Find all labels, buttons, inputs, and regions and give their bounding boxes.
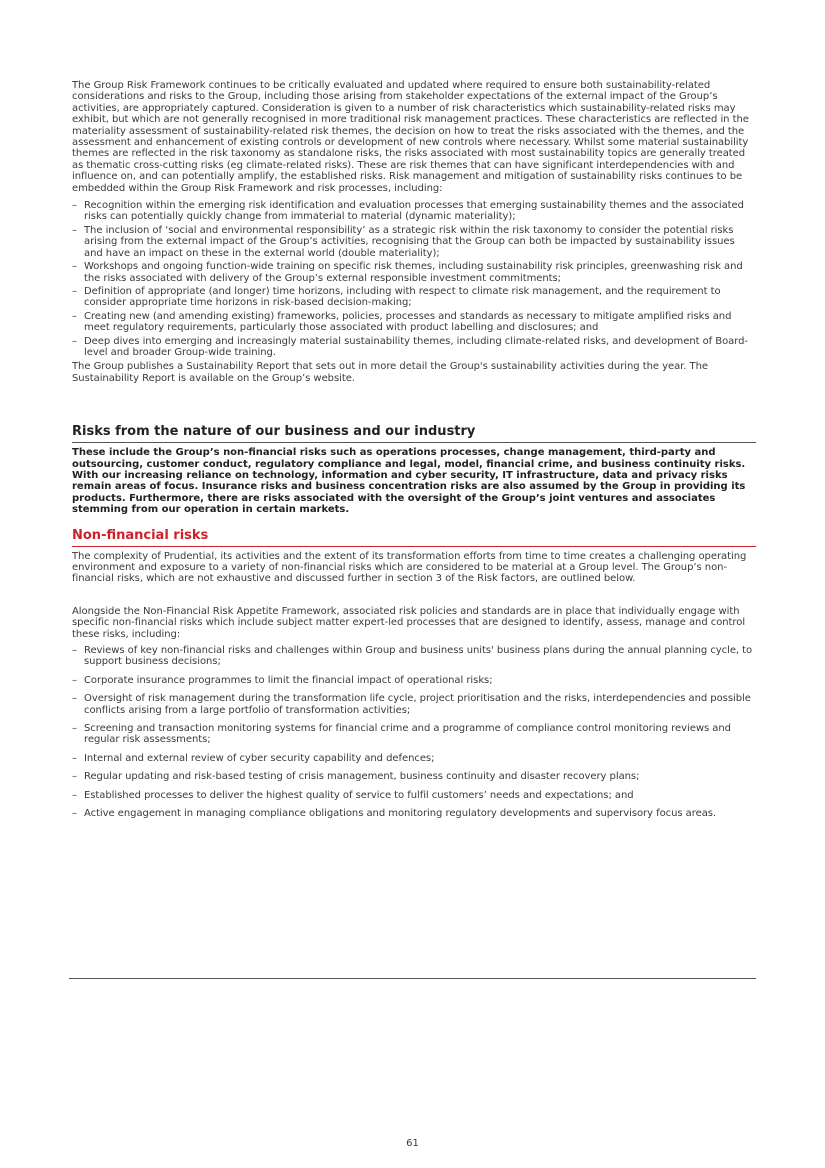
document-page xyxy=(72,80,756,827)
list-item: – Active engagement in managing compliance obligations and monitoring regulatory developments and supervisory focus areas. xyxy=(72,808,756,819)
list-item: – Creating new (and amending existing) frameworks, policies, processes and standards as necessary to mitigate amplified risks and meet regulatory requirements, particularly those associated with product labelling and disclosures; and xyxy=(72,311,756,334)
list-item: – Deep dives into emerging and increasingly material sustainability themes, including climate-related risks, and development of Board-level and broader Group-wide training. xyxy=(72,336,756,359)
list-item: – Reviews of key non-financial risks and challenges within Group and business units' business plans during the annual planning cycle, to support business decisions; xyxy=(72,645,756,668)
list-item: – Regular updating and risk-based testing of crisis management, business continuity and disaster recovery plans; xyxy=(72,771,756,782)
list-item: – Internal and external review of cyber security capability and defences; xyxy=(72,753,756,764)
list-item: – Definition of appropriate (and longer) time horizons, including with respect to climate risk management, and the requirement to consider appropriate time horizons in risk-based decision-making; xyxy=(72,286,756,309)
intro-paragraph: The Group Risk Framework continues to be critically evaluated and updated where required to ensure both sustainability-related considerations and risks to the Group, including those arising from stakeholder expectations of the external impact of the Group’s activities, are appropriately captured. Consideration is given to a number of risk characteristics which sustainability-related risks may exhibit, but which are not generally recognised in more traditional risk management practices. These characteristics are reflected in the materiality assessment of sustainability-related risk themes, the decision on how to treat the risks associated with the themes, and the assessment and enhancement of existing controls or development of new controls where necessary. Whilst some material sustainability themes are reflected in the risk taxonomy as standalone risks, the risks associated with most sustainability topics are generally treated as thematic cross-cutting risks (eg climate-related risks). These are risk themes that can have significant interdependencies with and influence on, and can potentially amplify, the established risks. Risk management and mitigation of sustainability risks continues to be embedded within the Group Risk Framework and risk processes, including: xyxy=(72,80,749,194)
nonfinancial-paragraph: The complexity of Prudential, its activities and the extent of its transformation efforts from time to time creates a challenging operating environment and exposure to a variety of non-financial risks which are considered to be material at a Group level. The Group’s non-financial risks, which are not exhaustive and discussed further in section 3 of the Risk factors, are outlined below. xyxy=(72,550,747,585)
list-item: – Workshops and ongoing function-wide training on specific risk themes, including sustainability risk principles, greenwashing risk and the risks associated with delivery of the Group’s external responsible investment commitments; xyxy=(72,261,756,284)
list-item: – The inclusion of ‘social and environmental responsibility’ as a strategic risk within the risk taxonomy to consider the potential risks arising from the external impact of the Group’s activities, recognising that the Group can both be impacted by sustainability issues and have an impact on these in the external world (double materiality); xyxy=(72,225,756,259)
page-number: 61 xyxy=(406,1138,419,1149)
section-end-divider xyxy=(69,978,756,979)
list-item: – Screening and transaction monitoring systems for financial crime and a programme of compliance control monitoring reviews and regular risk assessments; xyxy=(72,723,756,746)
subsection-heading: Non-financial risks xyxy=(72,528,756,547)
list-item: – Corporate insurance programmes to limit the financial impact of operational risks; xyxy=(72,675,756,686)
list-item: – Established processes to deliver the highest quality of service to fulfil customers’ needs and expectations; and xyxy=(72,790,756,801)
list-item: – Oversight of risk management during the transformation life cycle, project prioritisation and the risks, interdependencies and possible conflicts arising from a large portfolio of transformation activities; xyxy=(72,693,756,716)
sustainability-report-paragraph: The Group publishes a Sustainability Report that sets out in more detail the Group's sustainability activities during the year. The Sustainability Report is available on the Group’s website. xyxy=(72,361,708,384)
section-intro: These include the Group’s non-financial risks such as operations processes, change management, third-party and outsourcing, customer conduct, regulatory compliance and legal, model, financial crime, and business continuity risks. With our increasing reliance on technology, information and cyber security, IT infrastructure, data and privacy risks remain areas of focus. Insurance risks and business concentration risks are also assumed by the Group in providing its products. Furthermore, there are risks associated with the oversight of the Group’s joint ventures and associates stemming from our operation in certain markets. xyxy=(72,447,746,516)
sustainability-risk-list xyxy=(72,200,756,358)
section-heading: Risks from the nature of our business and our industry xyxy=(72,424,756,443)
framework-paragraph: Alongside the Non-Financial Risk Appetite Framework, associated risk policies and standards are in place that individually engage with specific non-financial risks which include subject matter expert-led processes that are designed to identify, assess, manage and control these risks, including: xyxy=(72,605,746,640)
nonfinancial-risk-list xyxy=(72,645,756,819)
list-item: – Recognition within the emerging risk identification and evaluation processes that emerging sustainability themes and the associated risks can potentially quickly change from immaterial to material (dynamic materiality); xyxy=(72,200,756,223)
